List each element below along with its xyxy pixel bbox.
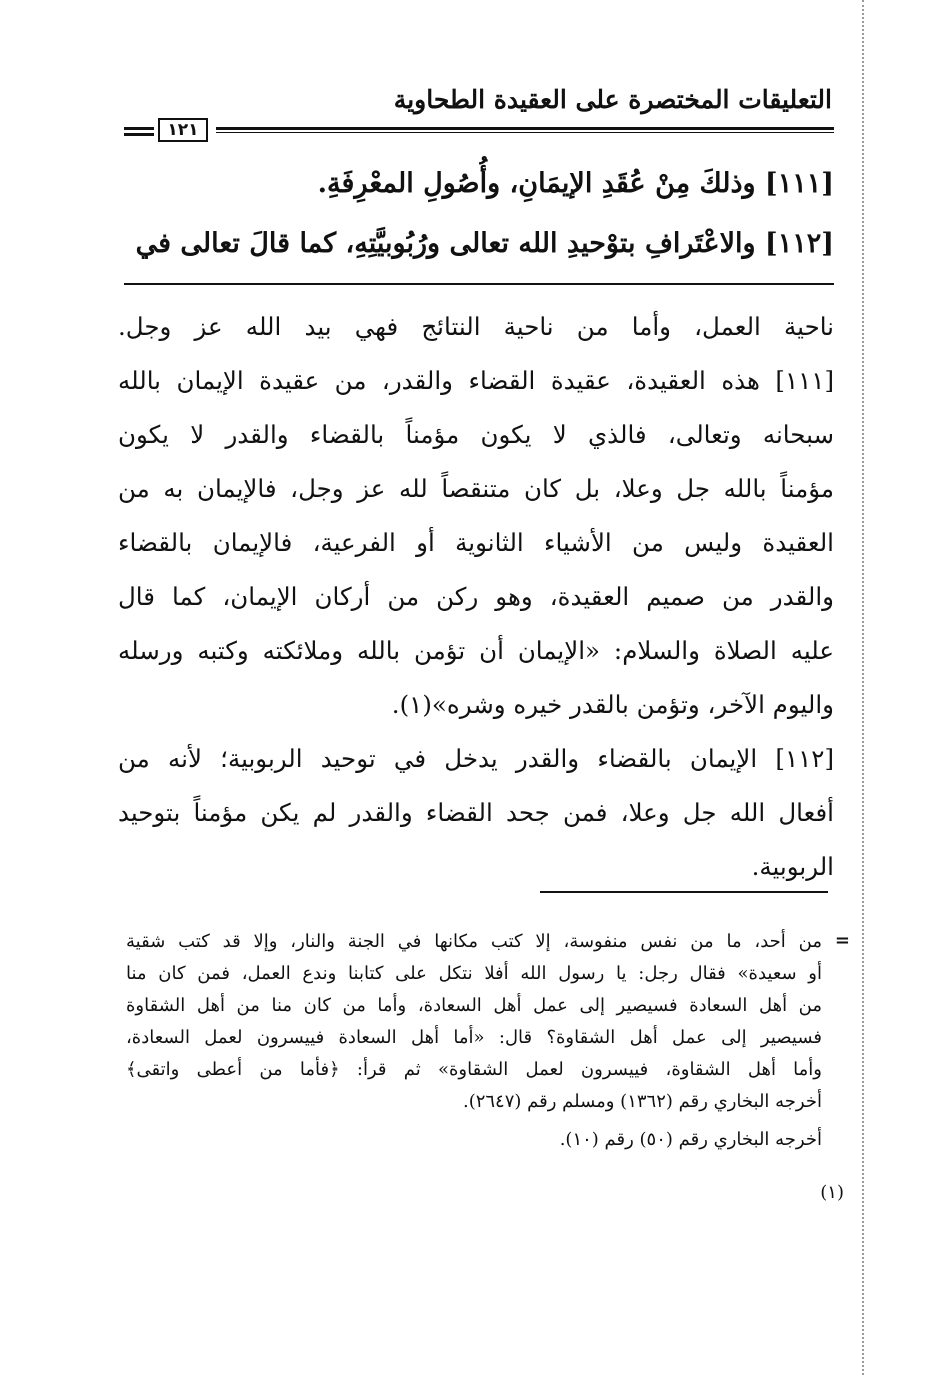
header-rule-long-lower <box>216 132 834 133</box>
commentary-line: عليه الصلاة والسلام: «الإيمان أن تؤمن بالله وملائكته وكتبه ورسله <box>118 636 834 665</box>
matn-line-112: [١١٢] والاعْتَرافِ بتوْحيدِ الله تعالى ورُبُوبيَّتِهِ، كما قالَ تعالى في <box>135 228 834 259</box>
commentary-line: أفعال الله جل وعلا، فمن جحد القضاء والقدر لم يكن مؤمناً بتوحيد <box>118 798 834 827</box>
footnote-line: من أهل السعادة فسيصير إلى عمل أهل السعادة، وأما من كان منا من أهل الشقاوة <box>126 995 822 1016</box>
commentary-line: مؤمناً بالله جل وعلا، بل كان متنقصاً لله عز وجل، فالإيمان به من <box>118 474 834 503</box>
commentary-line: ناحية العمل، وأما من ناحية النتائج فهي بيد الله عز وجل. <box>118 312 834 341</box>
commentary-line: [١١١] هذه العقيدة، عقيدة القضاء والقدر، من عقيدة الإيمان بالله <box>118 366 834 395</box>
header-rule <box>118 118 834 144</box>
header-rule-short-lower <box>124 133 154 136</box>
commentary-line: واليوم الآخر، وتؤمن بالقدر خيره وشره»(١). <box>391 690 834 719</box>
running-title: التعليقات المختصرة على العقيدة الطحاوية <box>393 85 832 114</box>
header-rule-short <box>124 127 154 130</box>
header-rule-long <box>216 127 834 130</box>
scan-margin-dots <box>862 0 864 1375</box>
footnote-line: من أحد، ما من نفس منفوسة، إلا كتب مكانها في الجنة والنار، وإلا قد كتب شقية <box>126 931 822 952</box>
commentary-line: [١١٢] الإيمان بالقضاء والقدر يدخل في توحيد الربوبية؛ لأنه من <box>118 744 834 773</box>
footnote-line: وأما أهل الشقاوة، فييسرون لعمل الشقاوة» ثم قرأ: ﴿فأما من أعطى واتقى﴾ <box>126 1059 822 1080</box>
footnote-line: أو سعيدة» فقال رجل: يا رسول الله أفلا نتكل على كتابنا وندع العمل، فمن كان منا <box>126 963 822 984</box>
matn-line-111: [١١١] وذلكَ مِنْ عُقَدِ الإيمَانِ، وأُصُولِ المعْرِفَةِ. <box>317 168 834 199</box>
footnote-separator <box>540 891 828 893</box>
matn-commentary-divider <box>124 283 834 285</box>
footnote-1-number: (١) <box>820 1182 844 1203</box>
commentary-line: العقيدة وليس من الأشياء الثانوية أو الفرعية، فالإيمان بالقضاء <box>118 528 834 557</box>
footnote-line: فسيصير إلى عمل أهل الشقاوة؟ قال: «أما أهل السعادة فييسرون لعمل السعادة، <box>126 1027 822 1048</box>
page-number: ١٢١ <box>158 118 208 142</box>
footnote-continuation-mark: = <box>834 930 850 951</box>
commentary-line: سبحانه وتعالى، فالذي لا يكون مؤمناً بالقضاء والقدر لا يكون <box>118 420 834 449</box>
footnote-1-text: أخرجه البخاري رقم (٥٠) رقم (١٠). <box>559 1129 822 1150</box>
commentary-line: الربوبية. <box>751 852 834 881</box>
commentary-line: والقدر من صميم العقيدة، وهو ركن من أركان الإيمان، كما قال <box>118 582 834 611</box>
footnote-line: أخرجه البخاري رقم (١٣٦٢) ومسلم رقم (٢٦٤٧). <box>462 1091 822 1112</box>
commentary-body <box>118 300 834 894</box>
footnotes <box>126 926 822 1156</box>
